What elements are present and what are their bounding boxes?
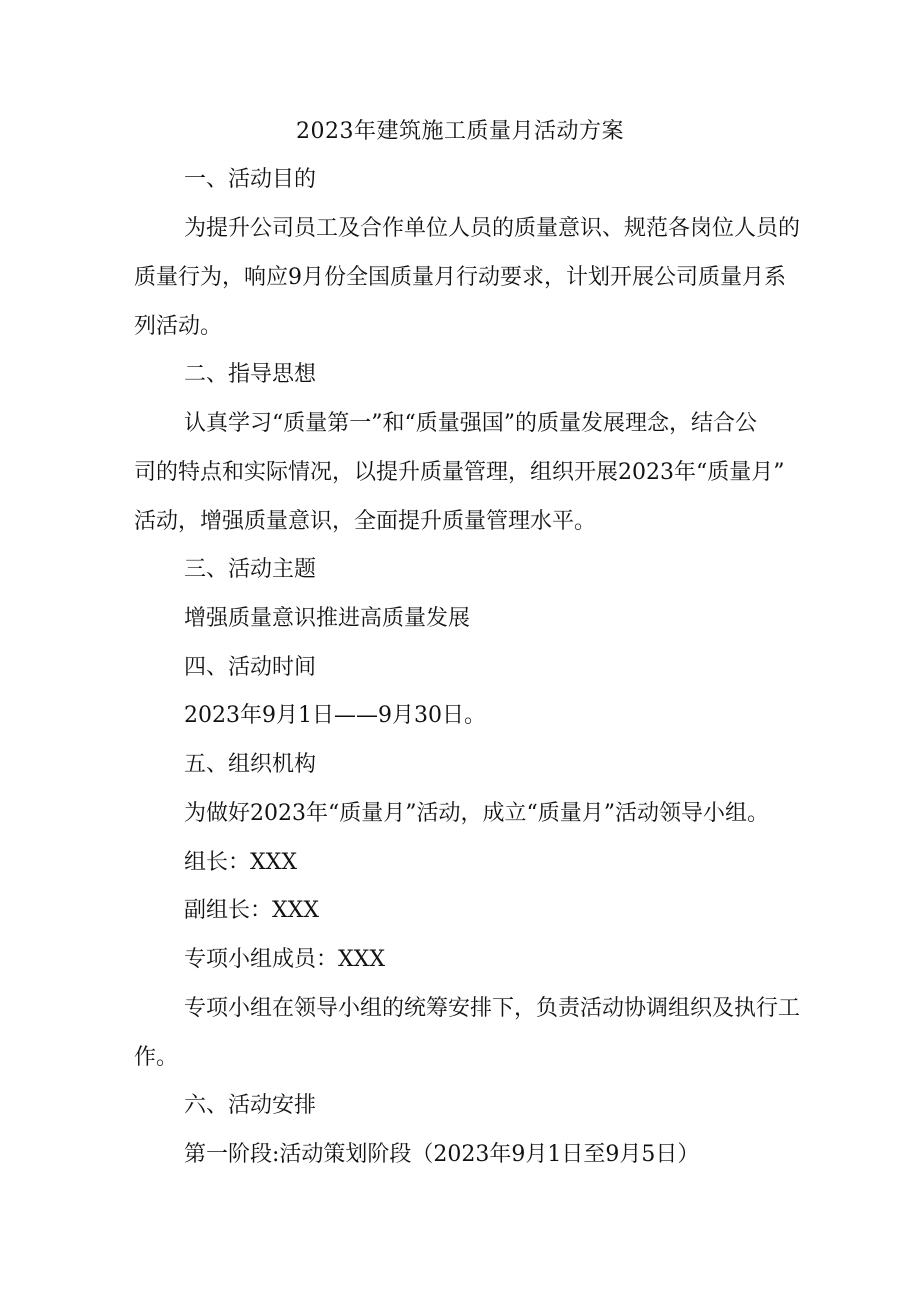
paragraph-line: 司的特点和实际情况，以提升质量管理，组织开展2023年“质量月” xyxy=(134,460,785,485)
paragraph-line: 为做好2023年“质量月”活动，成立“质量月”活动领导小组。 xyxy=(184,801,769,826)
paragraph-line: 2023年9月1日——9月30日。 xyxy=(184,703,486,728)
section-heading-time: 四、活动时间 xyxy=(184,655,317,680)
section-heading-theme: 三、活动主题 xyxy=(184,557,317,582)
members-line: 专项小组成员：XXX xyxy=(184,947,385,972)
section-heading-guiding-thought: 二、指导思想 xyxy=(184,362,317,387)
section-heading-purpose: 一、活动目的 xyxy=(184,167,317,192)
section-heading-organization: 五、组织机构 xyxy=(184,752,317,777)
paragraph-line: 第一阶段:活动策划阶段（2023年9月1日至9月5日） xyxy=(184,1142,700,1167)
section-heading-arrangement: 六、活动安排 xyxy=(184,1093,317,1118)
paragraph-line: 增强质量意识推进高质量发展 xyxy=(184,606,471,631)
paragraph-line: 专项小组在领导小组的统筹安排下，负责活动协调组织及执行工 xyxy=(184,996,801,1021)
deputy-leader-line: 副组长：XXX xyxy=(184,898,319,923)
paragraph-line: 作。 xyxy=(134,1045,179,1070)
paragraph-line: 认真学习“质量第一”和“质量强国”的质量发展理念，结合公 xyxy=(184,411,757,436)
document-title: 2023年建筑施工质量月活动方案 xyxy=(296,119,624,144)
paragraph-line: 为提升公司员工及合作单位人员的质量意识、规范各岗位人员的 xyxy=(184,216,801,241)
paragraph-line: 活动，增强质量意识，全面提升质量管理水平。 xyxy=(134,509,597,534)
paragraph-line: 质量行为，响应9月份全国质量月行动要求，计划开展公司质量月系 xyxy=(134,265,786,290)
leader-line: 组长：XXX xyxy=(184,850,297,875)
paragraph-line: 列活动。 xyxy=(134,314,223,339)
